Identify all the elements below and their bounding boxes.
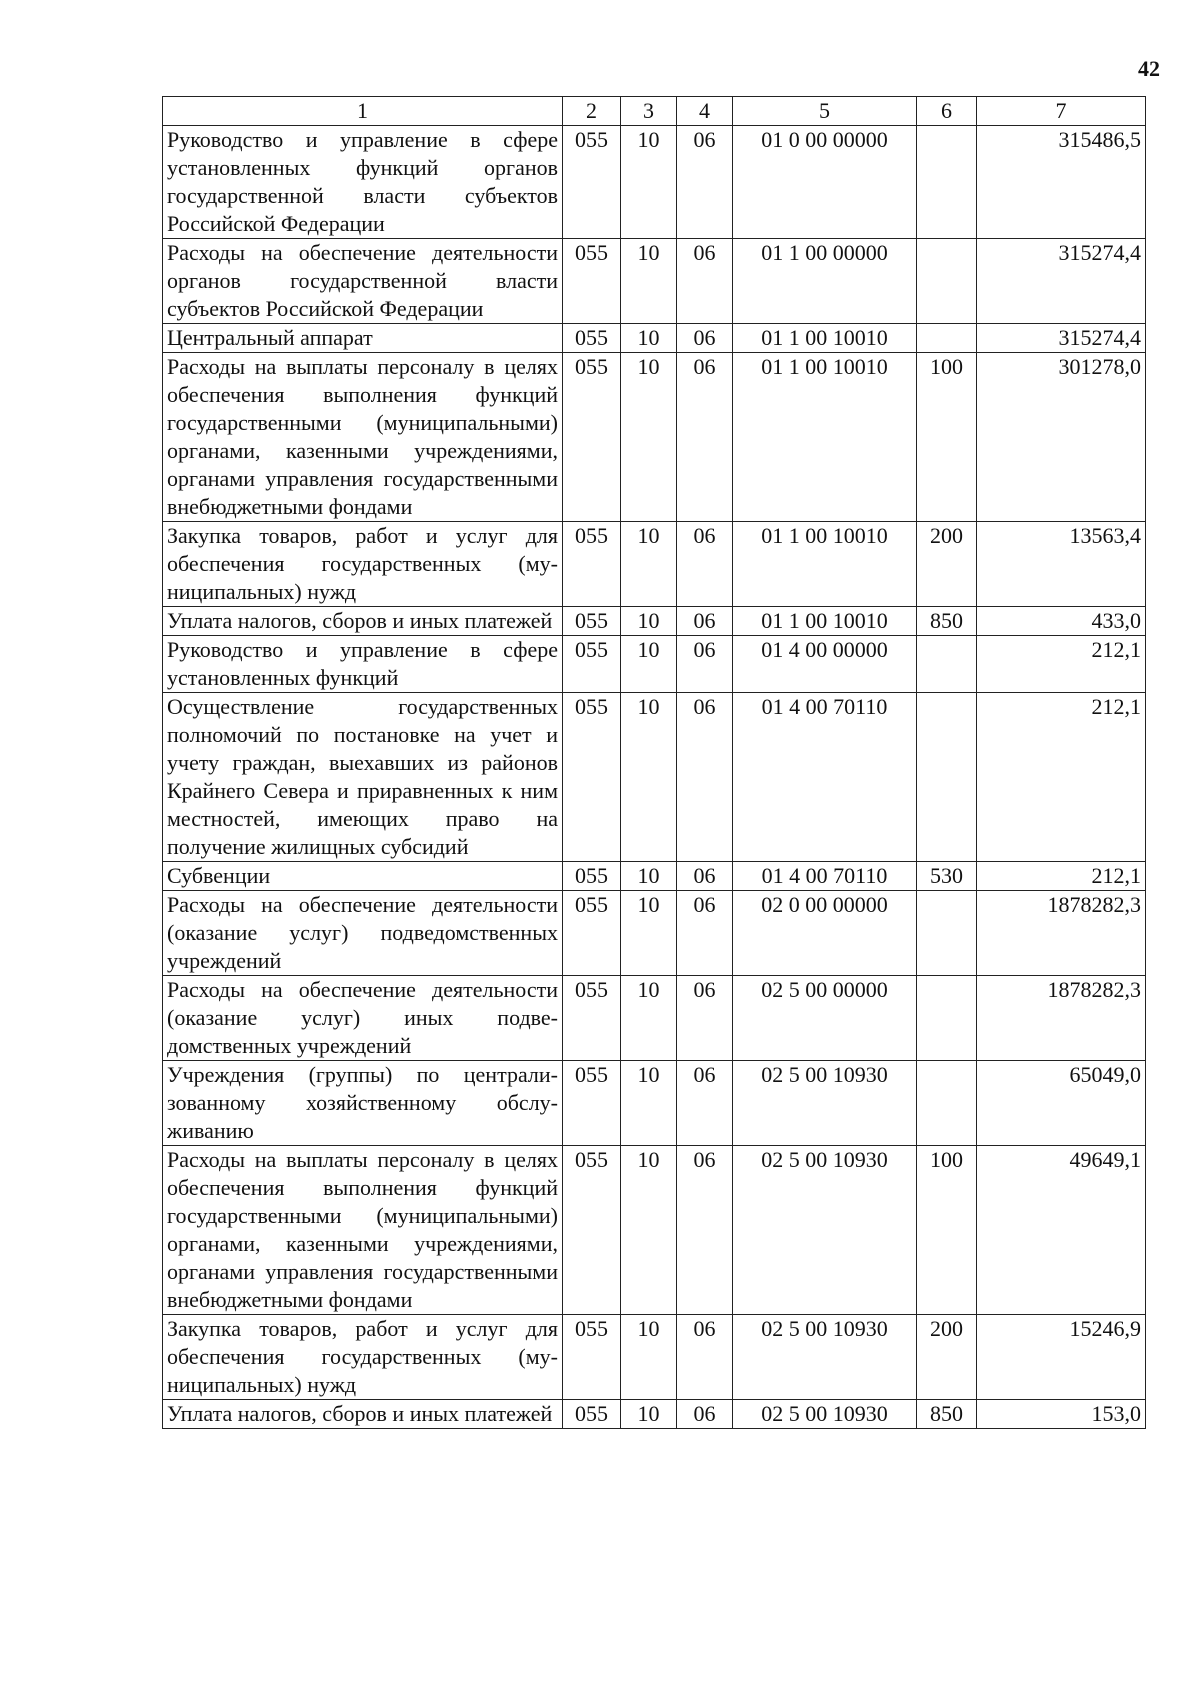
amount-cell: 433,0 — [977, 607, 1146, 636]
expense-name-cell: Уплата налогов, сборов и иных платежей — [163, 1400, 563, 1429]
subsection-code-cell: 06 — [677, 1400, 733, 1429]
section-code-cell: 10 — [621, 607, 677, 636]
expense-name-cell: Закупка товаров, работ и услуг для обеспечения государственных (муниципальных) нужд — [163, 522, 563, 607]
subsection-code-cell: 06 — [677, 693, 733, 862]
section-code-cell: 10 — [621, 1061, 677, 1146]
amount-cell: 212,1 — [977, 636, 1146, 693]
expense-type-code-cell — [917, 126, 977, 239]
section-code-cell: 10 — [621, 1146, 677, 1315]
table-row — [163, 324, 1146, 353]
section-code-cell: 10 — [621, 239, 677, 324]
target-article-code-cell: 01 1 00 10010 — [733, 353, 917, 522]
subsection-code-cell: 06 — [677, 324, 733, 353]
amount-cell: 153,0 — [977, 1400, 1146, 1429]
section-code-cell: 10 — [621, 1400, 677, 1429]
subsection-code-cell: 06 — [677, 353, 733, 522]
amount-cell: 65049,0 — [977, 1061, 1146, 1146]
subsection-code-cell: 06 — [677, 607, 733, 636]
ministry-code-cell: 055 — [563, 1315, 621, 1400]
budget-table — [162, 96, 1146, 1429]
table-row — [163, 976, 1146, 1061]
ministry-code-cell: 055 — [563, 607, 621, 636]
section-code-cell: 10 — [621, 324, 677, 353]
section-code-cell: 10 — [621, 1315, 677, 1400]
expense-name-cell: Расходы на выплаты персоналу в целях обеспечения выполнения функций государственными (муниципальными) органами, казенными учреждениями, органами управления государственными внебюджетными фондами — [163, 353, 563, 522]
expense-type-code-cell — [917, 324, 977, 353]
expense-type-code-cell — [917, 891, 977, 976]
amount-cell: 15246,9 — [977, 1315, 1146, 1400]
page-number: 42 — [1138, 56, 1160, 81]
expense-type-code-cell: 850 — [917, 607, 977, 636]
subsection-code-cell: 06 — [677, 522, 733, 607]
target-article-code-cell: 01 1 00 10010 — [733, 607, 917, 636]
column-header-3: 3 — [621, 97, 677, 126]
expense-name-cell: Осуществление государственных полномочий по постановке на учет и учету граждан, выехавших из районов Крайнего Севера и приравненных к ним местностей, имеющих право на получение жилищных субсидий — [163, 693, 563, 862]
expense-name-cell: Учреждения (группы) по централизованному хозяйственному обслуживанию — [163, 1061, 563, 1146]
amount-cell: 13563,4 — [977, 522, 1146, 607]
ministry-code-cell: 055 — [563, 636, 621, 693]
subsection-code-cell: 06 — [677, 976, 733, 1061]
target-article-code-cell: 01 1 00 00000 — [733, 239, 917, 324]
amount-cell: 1878282,3 — [977, 976, 1146, 1061]
expense-name-cell: Субвенции — [163, 862, 563, 891]
target-article-code-cell: 02 0 00 00000 — [733, 891, 917, 976]
table-body — [163, 126, 1146, 1429]
amount-cell: 315274,4 — [977, 239, 1146, 324]
table-row — [163, 353, 1146, 522]
section-code-cell: 10 — [621, 693, 677, 862]
target-article-code-cell: 01 1 00 10010 — [733, 324, 917, 353]
expense-name-cell: Центральный аппарат — [163, 324, 563, 353]
expense-name-cell: Руководство и управление в сфере установленных функций органов государственной власти субъектов Российской Федерации — [163, 126, 563, 239]
subsection-code-cell: 06 — [677, 891, 733, 976]
table-row — [163, 1400, 1146, 1429]
column-header-5: 5 — [733, 97, 917, 126]
table-row — [163, 693, 1146, 862]
expense-type-code-cell: 100 — [917, 353, 977, 522]
section-code-cell: 10 — [621, 522, 677, 607]
ministry-code-cell: 055 — [563, 1146, 621, 1315]
target-article-code-cell: 02 5 00 00000 — [733, 976, 917, 1061]
ministry-code-cell: 055 — [563, 891, 621, 976]
subsection-code-cell: 06 — [677, 1146, 733, 1315]
table-row — [163, 1315, 1146, 1400]
subsection-code-cell: 06 — [677, 1315, 733, 1400]
table-row — [163, 239, 1146, 324]
expense-type-code-cell — [917, 1061, 977, 1146]
target-article-code-cell: 01 1 00 10010 — [733, 522, 917, 607]
header-row — [163, 97, 1146, 126]
table-row — [163, 891, 1146, 976]
amount-cell: 212,1 — [977, 862, 1146, 891]
subsection-code-cell: 06 — [677, 636, 733, 693]
section-code-cell: 10 — [621, 862, 677, 891]
expense-name-cell: Закупка товаров, работ и услуг для обеспечения государственных (муниципальных) нужд — [163, 1315, 563, 1400]
expense-name-cell: Расходы на выплаты персоналу в целях обеспечения выполнения функций государственными (муниципальными) органами, казенными учреждениями, органами управления государственными внебюджетными фондами — [163, 1146, 563, 1315]
section-code-cell: 10 — [621, 891, 677, 976]
ministry-code-cell: 055 — [563, 693, 621, 862]
section-code-cell: 10 — [621, 636, 677, 693]
target-article-code-cell: 01 4 00 00000 — [733, 636, 917, 693]
column-header-4: 4 — [677, 97, 733, 126]
section-code-cell: 10 — [621, 353, 677, 522]
amount-cell: 1878282,3 — [977, 891, 1146, 976]
ministry-code-cell: 055 — [563, 239, 621, 324]
table-row — [163, 636, 1146, 693]
expense-type-code-cell — [917, 636, 977, 693]
table-row — [163, 1061, 1146, 1146]
ministry-code-cell: 055 — [563, 126, 621, 239]
subsection-code-cell: 06 — [677, 126, 733, 239]
expense-name-cell: Расходы на обеспечение деятельности (оказание услуг) иных подведомственных учреждений — [163, 976, 563, 1061]
column-header-1: 1 — [163, 97, 563, 126]
ministry-code-cell: 055 — [563, 522, 621, 607]
amount-cell: 315274,4 — [977, 324, 1146, 353]
table-row — [163, 862, 1146, 891]
column-header-6: 6 — [917, 97, 977, 126]
expense-name-cell: Расходы на обеспечение деятельности органов государственной власти субъектов Российской Федерации — [163, 239, 563, 324]
ministry-code-cell: 055 — [563, 862, 621, 891]
expense-name-cell: Расходы на обеспечение деятельности (оказание услуг) подведомственных учреждений — [163, 891, 563, 976]
target-article-code-cell: 02 5 00 10930 — [733, 1315, 917, 1400]
target-article-code-cell: 01 4 00 70110 — [733, 862, 917, 891]
amount-cell: 301278,0 — [977, 353, 1146, 522]
ministry-code-cell: 055 — [563, 976, 621, 1061]
table-row — [163, 522, 1146, 607]
expense-name-cell: Руководство и управление в сфере установленных функций — [163, 636, 563, 693]
expense-type-code-cell — [917, 693, 977, 862]
target-article-code-cell: 01 4 00 70110 — [733, 693, 917, 862]
table-row — [163, 126, 1146, 239]
expense-type-code-cell: 200 — [917, 1315, 977, 1400]
section-code-cell: 10 — [621, 976, 677, 1061]
subsection-code-cell: 06 — [677, 862, 733, 891]
target-article-code-cell: 02 5 00 10930 — [733, 1400, 917, 1429]
ministry-code-cell: 055 — [563, 1061, 621, 1146]
expense-type-code-cell: 100 — [917, 1146, 977, 1315]
section-code-cell: 10 — [621, 126, 677, 239]
ministry-code-cell: 055 — [563, 324, 621, 353]
column-header-2: 2 — [563, 97, 621, 126]
expense-type-code-cell: 850 — [917, 1400, 977, 1429]
table-row — [163, 607, 1146, 636]
amount-cell: 49649,1 — [977, 1146, 1146, 1315]
expense-type-code-cell: 530 — [917, 862, 977, 891]
expense-type-code-cell: 200 — [917, 522, 977, 607]
target-article-code-cell: 02 5 00 10930 — [733, 1061, 917, 1146]
expense-type-code-cell — [917, 976, 977, 1061]
table-row — [163, 1146, 1146, 1315]
amount-cell: 212,1 — [977, 693, 1146, 862]
subsection-code-cell: 06 — [677, 1061, 733, 1146]
expense-type-code-cell — [917, 239, 977, 324]
subsection-code-cell: 06 — [677, 239, 733, 324]
ministry-code-cell: 055 — [563, 353, 621, 522]
target-article-code-cell: 02 5 00 10930 — [733, 1146, 917, 1315]
target-article-code-cell: 01 0 00 00000 — [733, 126, 917, 239]
column-header-7: 7 — [977, 97, 1146, 126]
ministry-code-cell: 055 — [563, 1400, 621, 1429]
expense-name-cell: Уплата налогов, сборов и иных платежей — [163, 607, 563, 636]
amount-cell: 315486,5 — [977, 126, 1146, 239]
